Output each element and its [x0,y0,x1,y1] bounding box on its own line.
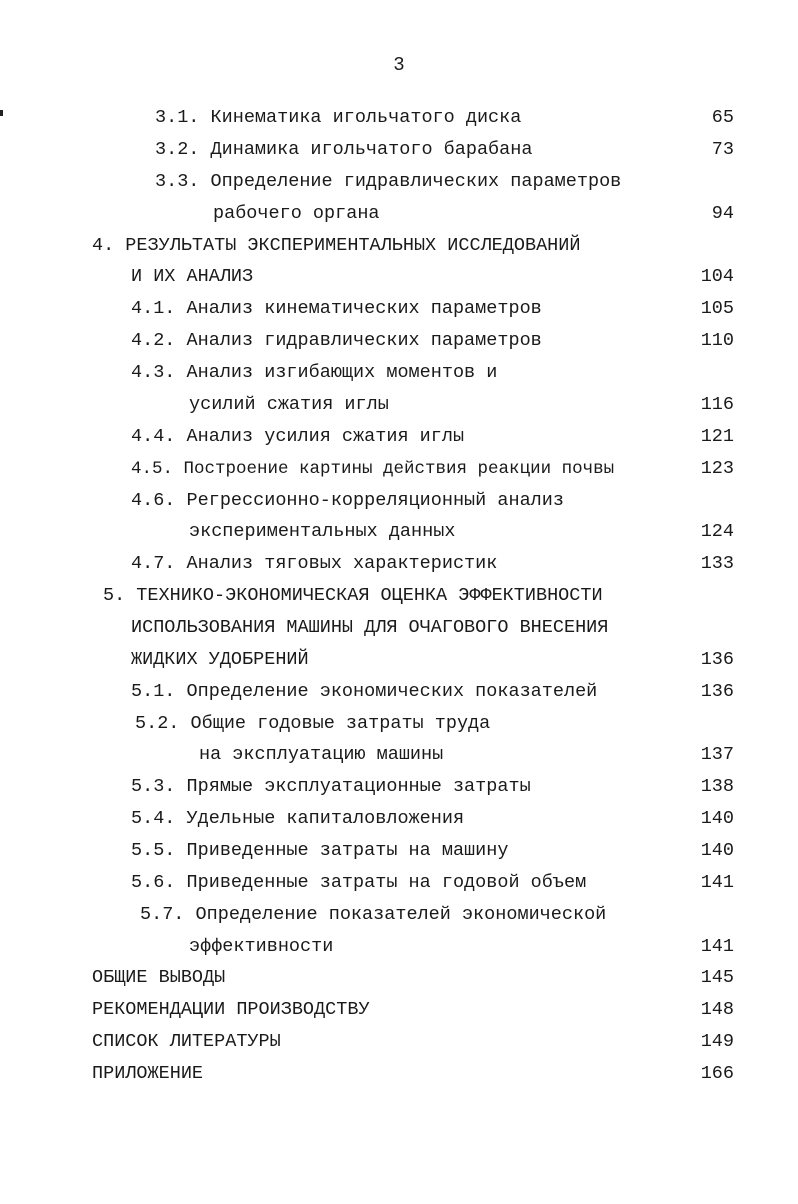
toc-entry-title: 4.7. Анализ тяговых характеристик [131,553,498,574]
toc-entry-title: ЖИДКИХ УДОБРЕНИЙ [131,649,309,670]
toc-entry-5-2 [0,708,798,740]
toc-entry-page: 137 [700,744,734,765]
toc-entry-title: рабочего органа [213,203,380,224]
toc-entry-page: 123 [700,458,734,479]
toc-entry-page: 166 [700,1063,734,1084]
toc-entry-page: 65 [711,107,734,128]
toc-entry-recommendations [0,994,798,1026]
toc-entry-page: 149 [700,1031,734,1052]
toc-entry-chapter-4-cont [0,261,798,293]
toc-entry-page: 104 [700,266,734,287]
toc-entry-page: 121 [700,426,734,447]
toc-entry-5-2-cont [0,739,798,771]
toc-entry-4-3-cont [0,389,798,421]
toc-entry-title: на эксплуатацию машины [199,744,444,765]
toc-entry-title: 5. ТЕХНИКО-ЭКОНОМИЧЕСКАЯ ОЦЕНКА ЭФФЕКТИВНОСТИ [103,585,603,606]
toc-entry-5-6 [0,867,798,899]
toc-entry-page: 148 [700,999,734,1020]
toc-entry-title: 5.4. Удельные капиталовложения [131,808,465,829]
toc-entry-5-3 [0,771,798,803]
toc-entry-chapter-4 [0,230,798,262]
toc-entry-title: эффективности [189,936,334,957]
toc-entry-4-3 [0,357,798,389]
toc-entry-page: 140 [700,840,734,861]
toc-entry-title: 5.3. Прямые эксплуатационные затраты [131,776,531,797]
toc-entry-page: 105 [700,298,734,319]
toc-entry-3-1 [0,102,798,134]
toc-entry-chapter-5-cont [0,612,798,644]
toc-entry-4-4 [0,421,798,453]
toc-entry-page: 124 [700,521,734,542]
toc-entry-page: 141 [700,936,734,957]
toc-entry-title: 5.2. Общие годовые затраты труда [135,713,491,734]
toc-entry-5-1 [0,676,798,708]
toc-entry-3-3-cont [0,198,798,230]
toc-entry-appendix [0,1058,798,1090]
toc-entry-page: 138 [700,776,734,797]
toc-entry-page: 145 [700,967,734,988]
toc-entry-title: 3.1. Кинематика игольчатого диска [155,107,522,128]
toc-entry-title: экспериментальных данных [189,521,456,542]
page-number: 3 [393,54,405,76]
toc-entry-4-2 [0,325,798,357]
toc-entry-title: 4.5. Построение картины действия реакции почвы [131,459,615,479]
toc-entry-title: 4.4. Анализ усилия сжатия иглы [131,426,465,447]
toc-entry-title: 5.6. Приведенные затраты на годовой объем [131,872,587,893]
toc-entry-chapter-5-cont2 [0,644,798,676]
toc-entry-title: 4.6. Регрессионно-корреляционный анализ [131,490,564,511]
toc-entry-title: 5.5. Приведенные затраты на машину [131,840,509,861]
toc-entry-page: 73 [711,139,734,160]
toc-entry-page: 110 [700,330,734,351]
toc-entry-conclusions [0,962,798,994]
toc-entry-title: 3.2. Динамика игольчатого барабана [155,139,533,160]
toc-entry-page: 116 [700,394,734,415]
toc-entry-page: 136 [700,681,734,702]
toc-entry-chapter-5 [0,580,798,612]
toc-entry-title: 4.2. Анализ гидравлических параметров [131,330,542,351]
toc-entry-title: усилий сжатия иглы [189,394,389,415]
toc-entry-title: ИСПОЛЬЗОВАНИЯ МАШИНЫ ДЛЯ ОЧАГОВОГО ВНЕСЕНИЯ [131,617,609,638]
toc-entry-title: 5.1. Определение экономических показателей [131,681,598,702]
toc-entry-title: ПРИЛОЖЕНИЕ [92,1063,204,1084]
toc-entry-4-5 [0,453,798,485]
toc-entry-5-4 [0,803,798,835]
toc-entry-title: 3.3. Определение гидравлических параметров [155,171,622,192]
toc-entry-page: 133 [700,553,734,574]
toc-entry-3-2 [0,134,798,166]
toc-entry-5-5 [0,835,798,867]
toc-entry-5-7-cont [0,931,798,963]
toc-entry-page: 94 [711,203,734,224]
toc-entry-page: 140 [700,808,734,829]
toc-entry-4-6-cont [0,516,798,548]
toc-entry-title: 5.7. Определение показателей экономической [140,904,607,925]
toc-entry-3-3 [0,166,798,198]
toc-entry-5-7 [0,899,798,931]
toc-entry-title: ОБЩИЕ ВЫВОДЫ [92,967,226,988]
toc-entry-4-7 [0,548,798,580]
toc-entry-page: 136 [700,649,734,670]
toc-entry-title: 4.3. Анализ изгибающих моментов и [131,362,498,383]
toc-entry-title: СПИСОК ЛИТЕРАТУРЫ [92,1031,281,1052]
toc-entry-title: 4.1. Анализ кинематических параметров [131,298,542,319]
toc-entry-title: И ИХ АНАЛИЗ [131,266,254,287]
toc-entry-title: 4. РЕЗУЛЬТАТЫ ЭКСПЕРИМЕНТАЛЬНЫХ ИССЛЕДОВАНИЙ [92,235,581,256]
toc-entry-title: РЕКОМЕНДАЦИИ ПРОИЗВОДСТВУ [92,999,370,1020]
toc-entry-page: 141 [700,872,734,893]
toc-entry-4-1 [0,293,798,325]
toc-entry-references [0,1026,798,1058]
toc-entry-4-6 [0,485,798,517]
